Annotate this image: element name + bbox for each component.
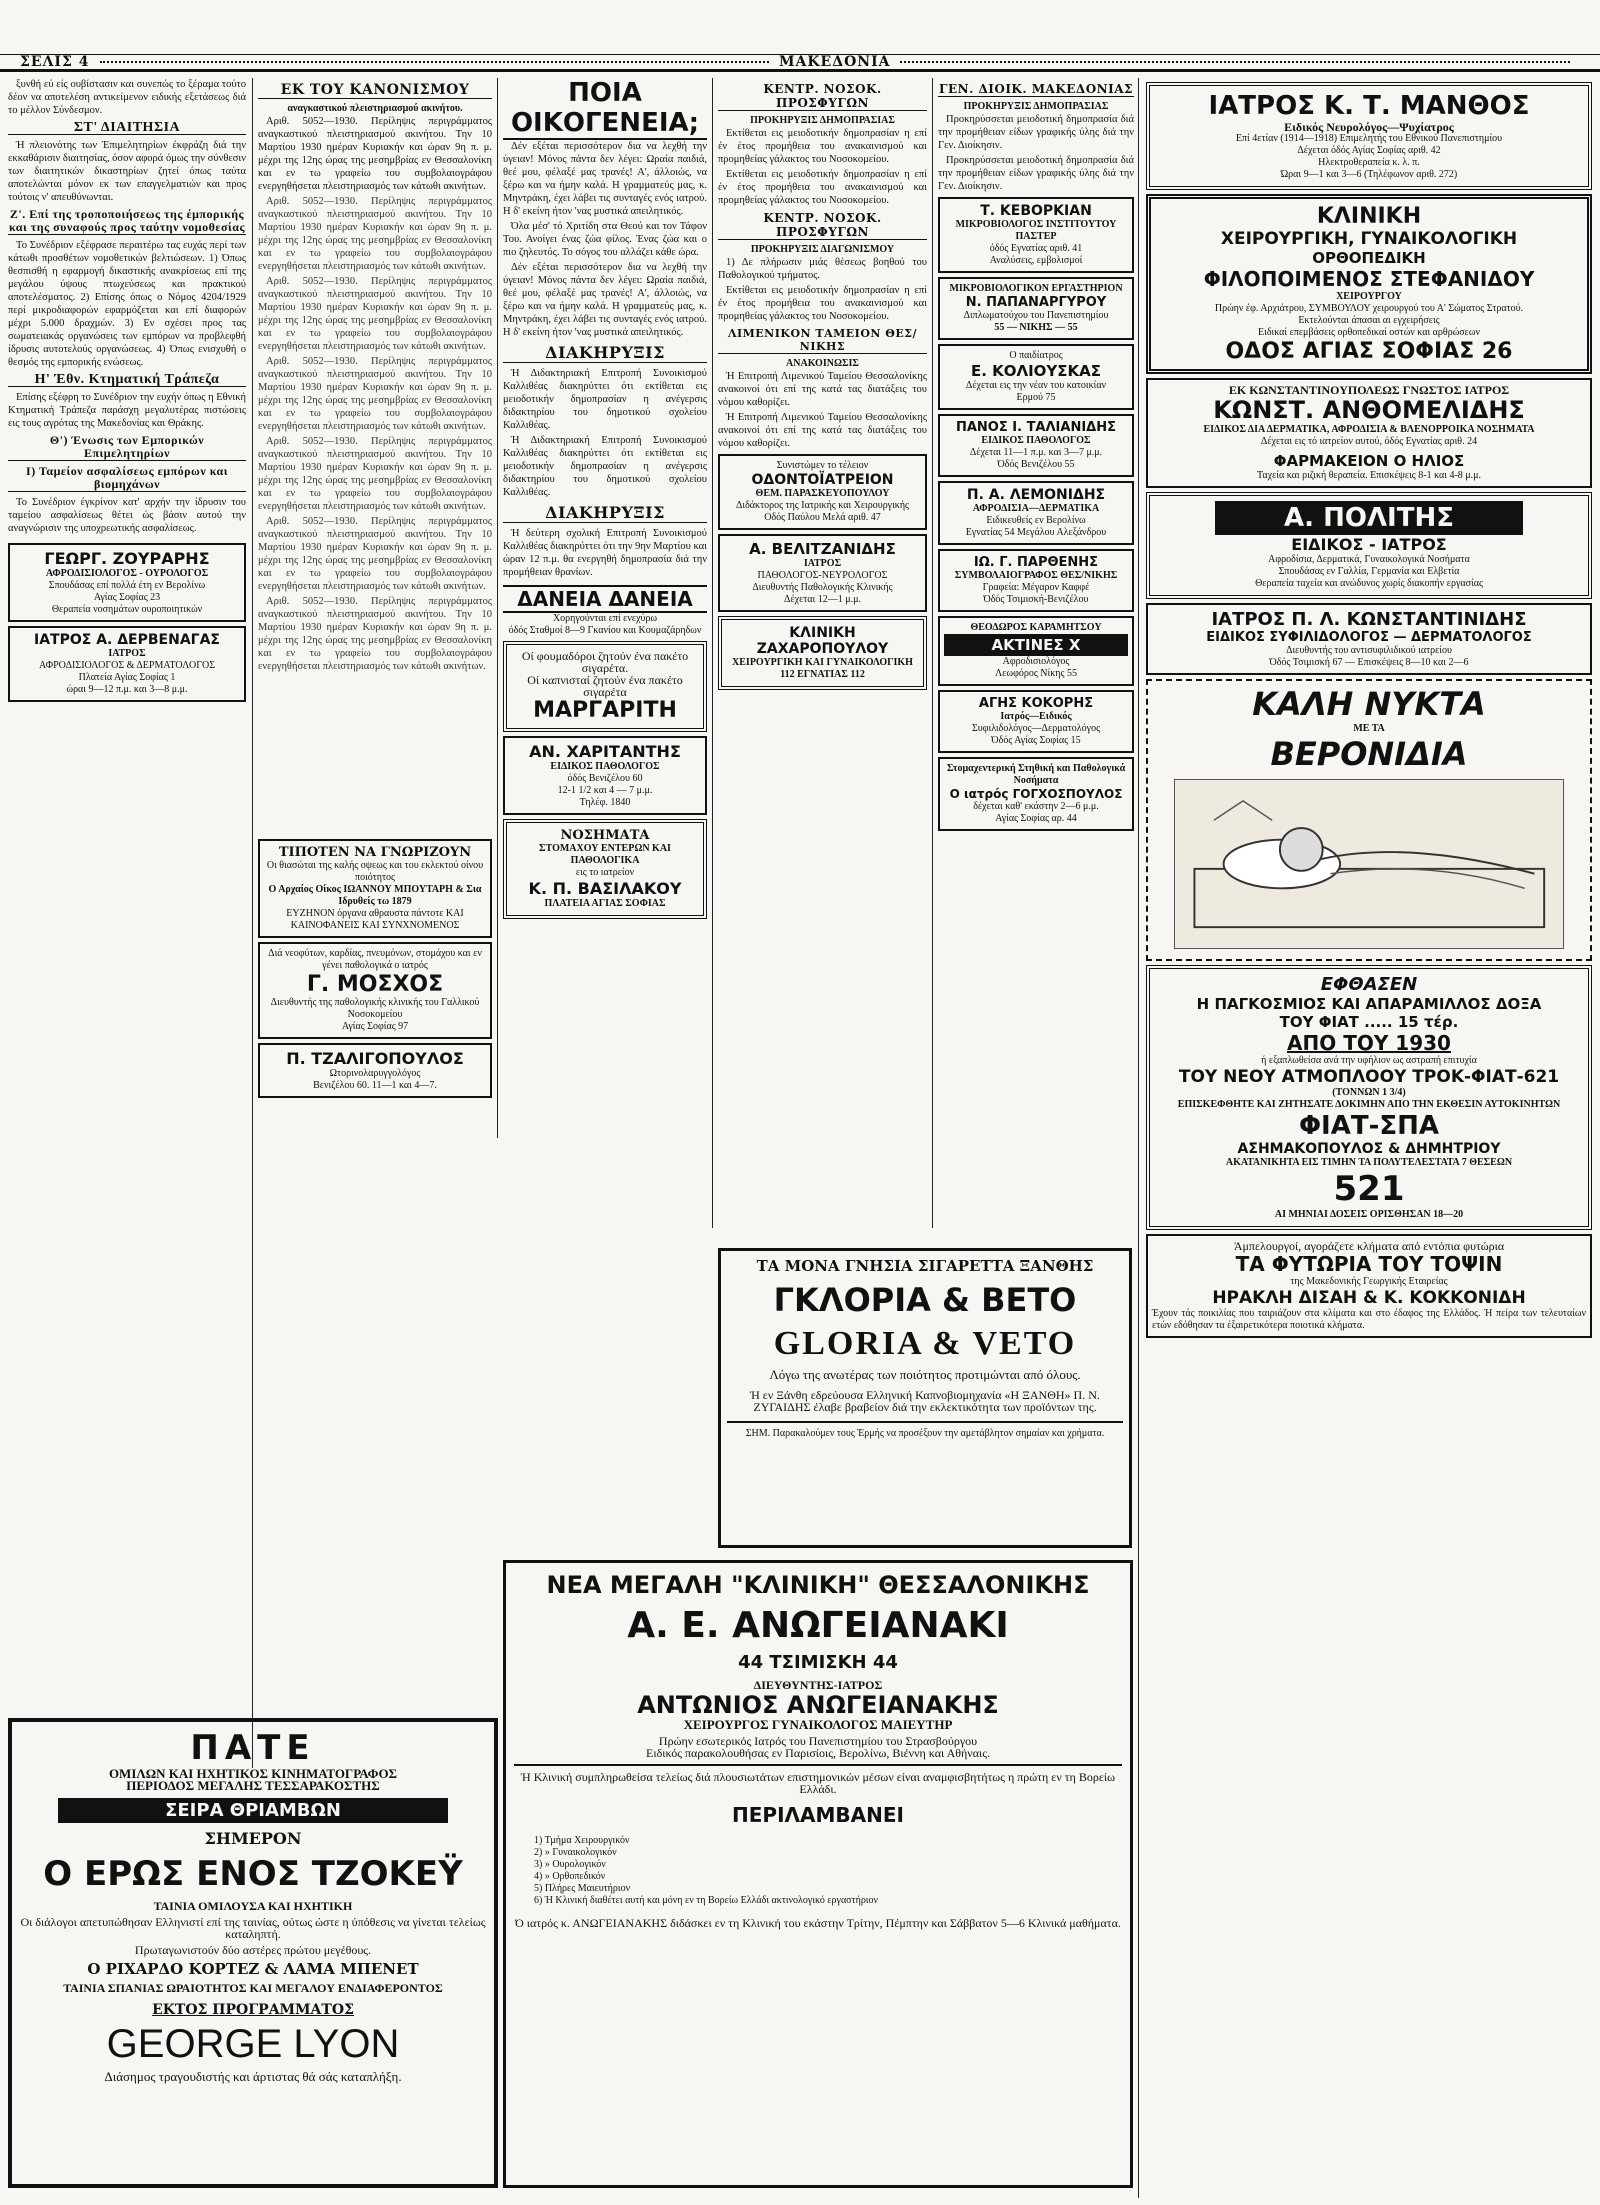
ad-parthenis (938, 549, 1134, 612)
article-text: Ή Επιτροπή Λιμενικού Ταμείου Θεσσαλονίκης ανακοινοί ότι επί της κατά τας διατάξεις του νόμου καθορίζει. (718, 371, 927, 408)
ad-line: Διευθυντής Παθολογικής Κλινικής (752, 582, 893, 593)
column-3 (503, 78, 707, 1138)
ad-line: ΜΕ ΤΑ (1353, 723, 1385, 734)
ad-line: Γραφεία: Μέγαρον Καφφέ (982, 582, 1090, 593)
ad-line: ΤΑ ΜΟΝΑ ΓΝΗΣΙΑ ΣΙΓΑΡΕΤΤΑ ΞΑΝΘΗΣ (756, 1257, 1094, 1275)
ad-name: Ν. ΠΑΠΑΝΑΡΓΥΡΟΥ (965, 295, 1107, 310)
section-heading: Θ') Ένωσις των Εμπορικών Επιμελητηρίων (8, 434, 246, 461)
ad-name: ΙΑΤΡΟΣ Κ. Τ. ΜΑΝΘΟΣ (1208, 91, 1530, 121)
ad-line: Όδός Αγίας Σοφίας 15 (991, 735, 1081, 746)
ad-line: Άμπελουργοί, αγοράζετε κλήματα από εντόπια φυτώρια (1233, 1239, 1505, 1253)
clinic-line: ΔΙΕΥΘΥΝΤΗΣ-ΙΑΤΡΟΣ (753, 1678, 883, 1692)
ad-line: ΚΛΙΝΙΚΗ (789, 625, 856, 641)
ad-name: Τ. ΚΕΒΟΡΚΙΑΝ (980, 203, 1092, 219)
clinic-item: 1) Τμήμα Χειρουργικόν (534, 1835, 630, 1846)
ad-line: Χορηγούνται επί ενεχύρω (552, 613, 658, 624)
ad-name: ΙΩ. Γ. ΠΑΡΘΕΝΗΣ (973, 555, 1099, 570)
ad-line: Ειδικευθείς εν Βερολίνω (986, 515, 1086, 526)
ad-title: ΑΦΡΟΔΙΣΙΟΛΟΓΟΣ - ΟΥΡΟΛΟΓΟΣ (45, 568, 209, 579)
ad-title: ΤΙΠΟΤΕΝ ΝΑ ΓΝΩΡΙΖΟΥΝ (278, 845, 472, 860)
ad-line: ΑΚΑΤΑΝΙΚΗΤΑ ΕΙΣ ΤΙΜΗΝ ΤΑ ΠΟΛΥΤΕΛΕΣΤΑΤΑ 7 ΘΕΣΕΩΝ (1225, 1157, 1513, 1168)
ad-name: Κ. Π. ΒΑΣΙΛΑΚΟΥ (528, 879, 682, 898)
clinic-line: ΧΕΙΡΟΥΡΓΟΣ ΓΥΝΑΙΚΟΛΟΓΟΣ ΜΑΙΕΥΤΗΡ (683, 1717, 953, 1732)
article-text: Το Συνέδριον έγκρίνον κατ' αρχήν την ίδρυσιν του ταμείου ασφαλίσεως θέτει ώς βάσιν αυτού την αναγνώρισιν της υποχρεωτικής ασφαλίσεως. (8, 497, 246, 534)
cinema-today: ΣΗΜΕΡΟΝ (204, 1829, 302, 1848)
article-text: Αριθ. 5052—1930. Περίληψις περιγράμματος αναγκαστικού πλειστηριασμού ακινήτου. Την 10 Μαρτίου 1930 ημέραν Κυριακήν και ώραν 9η π. μ. μέχρι της 12ης ώρας της μεσημβρίας εν Θεσσαλονίκη και εν τω γραφείω του συμβολαιογράφου ενεργηθήσεται πλειστηριασμός των κάτωθι ακινήτων. (258, 196, 492, 272)
section-heading: ΔΙΑΚΗΡΥΞΙΣ (503, 503, 707, 523)
ad-line: ΤΟΥ ΦΙΑΤ ..... 15 τέρ. (1279, 1013, 1459, 1031)
ad-line: Όδός Τσιμισκή-Βενιζέλου (983, 594, 1089, 605)
divider (514, 1764, 1122, 1766)
ad-kevorkian (938, 197, 1134, 273)
ad-line: Λεωφόρος Νίκης 55 (995, 668, 1077, 679)
ad-tzaligopoulos (258, 1043, 492, 1098)
ad-title: ΙΑΤΡΟΣ (803, 558, 842, 569)
clinic-text: Ό ιατρός κ. ΑΝΩΓΕΙΑΝΑΚΗΣ διδάσκει εν τη Κλινική του εκάστην Τρίτην, Πέμπτην και Σάββατον 5—6 Κλινικά μαθήματα. (515, 1916, 1121, 1930)
ad-line: Πρώην έφ. Αρχιάτρου, ΣΥΜΒΟΥΛΟΥ χειρουργού του Α' Σώματος Στρατού. (1214, 303, 1524, 314)
ad-line: Αγίας Σοφίας αρ. 44 (995, 813, 1077, 824)
price: 521 (1333, 1169, 1405, 1209)
clinic-item: 2) » Γυναικολογικόν (534, 1847, 617, 1858)
cinema-subtitle: ΟΜΙΛΩΝ ΚΑΙ ΗΧΗΤΙΚΟΣ ΚΙΝΗΜΑΤΟΓΡΑΦΟΣ (108, 1766, 398, 1781)
artist-description: Διάσημος τραγουδιστής και άρτιστας θά σάς καταπλήξη. (104, 2069, 402, 2084)
column-6 (1146, 78, 1592, 2198)
article-text: Επίσης εξέφρη το Συνέδριον την ευχήν όπως η Εθνική Κτηματική Τράπεζα παράσχη μεγαλυτέρας πιστώσεις εις τους αγρότας της Μακεδονίας και Θράκης. (8, 392, 246, 429)
ad-line: ΑΠΟ ΤΟΥ 1930 (1287, 1031, 1451, 1055)
ad-gloria-veto (718, 1248, 1132, 1548)
ad-line: Εγνατίας 54 Μεγάλου Αλεξάνδρου (965, 527, 1107, 538)
ad-line: Δέχεται εις την νέαν του κατοικίαν (965, 380, 1107, 391)
section-heading: ΓΕΝ. ΔΙΟΙΚ. ΜΑΚΕΔΟΝΙΑΣ (938, 82, 1134, 96)
pharmacy-name: ΦΑΡΜΑΚΕΙΟΝ Ο ΗΛΙΟΣ (1273, 452, 1465, 470)
ad-title: ΑΚΤΙΝΕΣ Χ (944, 634, 1128, 656)
clinic-item: 5) Πλήρες Μαιευτήριον (534, 1883, 631, 1894)
clinic-line: Ειδικός παρακολουθήσας εν Παρισίοις, Βερολίνω, Βιέννη και Αθήναις. (646, 1746, 990, 1760)
ad-line: Βενιζέλου 60. 11—1 και 4—7. (313, 1080, 437, 1091)
ad-line: Αναλύσεις, εμβολισμοί (989, 255, 1083, 266)
article-text: Προκηρύσσεται μειοδοτική δημοπρασία διά την προμήθειαν είδων γραφικής ύλης διά την Γεν. Διοίκησιν. (938, 155, 1134, 192)
column-1 (8, 78, 246, 1718)
ad-line: όδός Σταθμοί 8—9 Γκανίου και Κουμαζάρηδων (508, 625, 702, 636)
ad-title: ΕΙΔΙΚΟΣ - ΙΑΤΡΟΣ (1291, 535, 1447, 554)
ad-paraskevopoulou (718, 454, 927, 530)
ad-papanargyrou (938, 277, 1134, 340)
ad-line: ΤΟΥ ΝΕΟΥ ΑΤΜΟΠΛΟΟΥ ΤΡΟΚ-ΦΙΑΤ-621 (1178, 1067, 1560, 1087)
clinic-doctor: ΑΝΤΩΝΙΟΣ ΑΝΩΓΕΙΑΝΑΚΗΣ (637, 1691, 999, 1719)
ad-velitzanidis (718, 534, 927, 612)
section-heading: Ζ'. Επί της τροποποιήσεως της έμπορικής και της συναφούς προς ταύτην νομοθεσίας (8, 207, 246, 234)
article-text: Εκτίθεται εις μειοδοτικήν δημοπρασίαν η επί έν έτος προμήθεια του ανακαινισμού και προμηθείας γάλακτος του Νοσοκομείου. (718, 128, 927, 165)
cinema-title: ΠΑΤΕ (190, 1728, 316, 1768)
film-genre: ΤΑΙΝΙΑ ΣΠΑΝΙΑΣ ΩΡΑΙΟΤΗΤΟΣ ΚΑΙ ΜΕΓΑΛΟΥ ΕΝΔΙΑΦΕΡΟΝΤΟΣ (63, 1981, 443, 1995)
ad-manthos (1146, 82, 1592, 190)
section-heading: ΔΙΑΚΗΡΥΞΙΣ (503, 343, 707, 363)
ad-moschos (258, 942, 492, 1039)
ad-title: Ιατρός—Ειδικός (1000, 711, 1072, 722)
section-subheading: ΠΡΟΚΗΡΥΞΙΣ ΔΗΜΟΠΡΑΣΙΑΣ (963, 101, 1109, 112)
section-subheading: ΠΡΟΚΗΡΥΞΙΣ ΔΙΑΓΩΝΙΣΜΟΥ (750, 244, 895, 255)
ad-name: ΗΡΑΚΛΗ ΔΙΣΑΗ & Κ. ΚΟΚΚΟΝΙΔΗ (1212, 1288, 1526, 1308)
article-text: Αριθ. 5052—1930. Περίληψις περιγράμματος αναγκαστικού πλειστηριασμού ακινήτου. Την 10 Μαρτίου 1930 ημέραν Κυριακήν και ώραν 9η π. μ. μέχρι της 12ης ώρας της μεσημβρίας εν Θεσσαλονίκη και εν τω γραφείω του συμβολαιογράφου ενεργηθήσεται πλειστηριασμός των κάτωθι ακινήτων. (258, 436, 492, 512)
ad-name: Α. ΠΟΛΙΤΗΣ (1215, 501, 1523, 535)
ad-margariti (503, 641, 707, 732)
ad-line: 55 — ΝΙΚΗΣ — 55 (994, 322, 1078, 333)
ad-line: Σπουδάσας επί πολλά έτη εν Βερολίνω (48, 580, 206, 591)
section-heading: Η' Έθν. Κτηματική Τράπεζα (8, 373, 246, 387)
ad-line: Δέχεται εις τό ιατρείον αυτού, όδός Εγνατίας αριθ. 24 (1260, 436, 1478, 447)
brand-name: ΦΙΑΤ-ΣΠΑ (1298, 1111, 1440, 1141)
ad-title: ΙΑΤΡΟΣ (108, 648, 146, 659)
cinema-series: ΣΕΙΡΑ ΘΡΙΑΜΒΩΝ (58, 1798, 448, 1823)
ad-name: Π. ΤΖΑΛΙΓΟΠΟΥΛΟΣ (286, 1049, 464, 1068)
ad-line: 12-1 1/2 και 4 — 7 μ.μ. (557, 785, 653, 796)
article-text: Αριθ. 5052—1930. Περίληψις περιγράμματος αναγκαστικού πλειστηριασμού ακινήτου. Την 10 Μαρτίου 1930 ημέραν Κυριακήν και ώραν 9η π. μ. μέχρι της 12ης ώρας της μεσημβρίας εν Θεσσαλονίκη και εν τω γραφείω του συμβολαιογράφου ενεργηθήσεται πλειστηριασμός των κάτωθι ακινήτων. (258, 356, 492, 432)
ad-line: Πλατεία Αγίας Σοφίας 1 (78, 672, 176, 683)
ad-line: Οι θιασώται της καλής οψεως και του εκλεκτού οίνου ποιότητος (266, 860, 484, 883)
ad-line: Οδός Παύλου Μελά αριθ. 47 (764, 512, 881, 523)
film-title: Ο ΕΡΩΣ ΕΝΟΣ ΤΖΟΚΕΫ (43, 1854, 463, 1894)
ad-line: Δέχεται 11—1 π.μ. και 3—7 μ.μ. (969, 447, 1103, 458)
ad-line: της Μακεδονικής Γεωργικής Εταιρείας (1290, 1276, 1448, 1287)
ad-line: Ειδικαί επεμβάσεις ορθοπεδικαί οστών και αρθρώσεων (1258, 327, 1480, 338)
ad-name: ΑΝ. ΧΑΡΙΤΑΝΤΗΣ (529, 742, 681, 761)
ad-line: Δέχεται 12—1 μ.μ. (784, 594, 861, 605)
film-stars-intro: Πρωταγωνιστούν δύο αστέρες πρώτου μεγέθους. (134, 1943, 372, 1957)
clinic-item: 6) Ή Κλινική διαθέτει αυτή και μόνη εν τη Βορείω Ελλάδι ακτινολογικό εργαστήριον (534, 1895, 879, 1906)
ad-line: Διδάκτορος της Ιατρικής και Χειρουργικής (735, 500, 910, 511)
ad-anogeianakis-clinic (503, 1560, 1133, 2188)
ad-line: Λόγω της ανωτέρας των ποιότητος προτιμώνται από όλους. (769, 1367, 1081, 1382)
article-text: 1) Δε πλήρωσιν μιάς θέσεως βοηθού του Παθολογικού τμήματος. (718, 257, 927, 281)
clinic-line: Πρώην εσωτερικός Ιατρός του Πανεπιστημίου του Στρασβούργου (658, 1734, 978, 1748)
cinema-subtitle: ΠΕΡΙΟΔΟΣ ΜΕΓΑΛΗΣ ΤΕΣΣΑΡΑΚΟΣΤΗΣ (126, 1778, 380, 1793)
section-heading: Ι) Ταμείον ασφαλίσεως εμπόρων και βιομηχάνων (8, 465, 246, 492)
article-text: Όλα μέσ' τό Χριτίδη στα Θεού και τον Τάφον Του. Ανοίγει ένας ζώα φίλος. Ένας ζώα και ο πιο ζηλευτός. Το σόγος του αλλάζει κάθε ώρα. (503, 221, 707, 258)
ad-name: Γ. ΜΟΣΧΟΣ (306, 972, 444, 997)
ad-line: Διευθυντής του αντισυφιλιδικού ιατρείου (1286, 645, 1452, 656)
ad-title: ΤΑ ΦΥΤΩΡΙΑ ΤΟΥ ΤΟΨΙΝ (1235, 1252, 1503, 1276)
ad-veronidia (1146, 679, 1592, 961)
ad-line: Όδός Βενιζέλου 55 (997, 459, 1075, 470)
page-number: ΣΕΛΙΣ 4 (20, 54, 90, 70)
ad-stefanidou-clinic (1146, 194, 1592, 374)
ad-line: Ηλεκτροθεραπεία κ. λ. π. (1318, 157, 1420, 168)
ad-title: Στομαχεντερική Στηθική και Παθολογικά Νοσήματα (946, 763, 1126, 786)
ad-line: ΣΤΟΜΑΧΟΥ ΕΝΤΕΡΩΝ ΚΑΙ ΠΑΘΟΛΟΓΙΚΑ (539, 843, 671, 866)
ad-line: Ο Αρχαίος Οίκος ΙΩΑΝΝΟΥ ΜΠΟΥΤΑΡΗ & Σια Ιδρυθείς τω 1879 (268, 884, 482, 907)
article-text: Ή δεύτερη σχολική Επιτροπή Συνοικισμού Καλλιθέας διακηρύττει ότι την 9ην Μαρτίου και ώραν 12 π.μ. θα ενεργηθή δημοπρασία διά την προμήθειαν θρανίων. (503, 528, 707, 578)
ad-title: ΔΑΝΕΙΑ ΔΑΝΕΙΑ (503, 585, 707, 613)
ad-line: δέχεται καθ' εκάστην 2—6 μ.μ. (973, 801, 1099, 812)
brand-name: ΜΑΡΓΑΡΙΤΗ (533, 698, 677, 723)
ad-line: Ο παιδίατρος (1009, 350, 1063, 361)
ad-title: ΕΙΔΙΚΟΣ ΣΥΦΙΛΙΔΟΛΟΓΟΣ — ΔΕΡΜΑΤΟΛΟΓΟΣ (1206, 630, 1532, 645)
column-rule (1138, 78, 1139, 2198)
ad-tofin-nursery (1146, 1234, 1592, 1338)
column-rule (252, 78, 253, 1768)
ad-line: ΝΟΣΗΜΑΤΑ (560, 828, 650, 843)
ad-name: ΦΙΛΟΠΟΙΜΕΝΟΣ ΣΤΕΦΑΝΙΔΟΥ (1203, 267, 1535, 291)
ad-line: ΧΕΙΡΟΥΡΓΙΚΗ, ΓΥΝΑΙΚΟΛΟΓΙΚΗ (1220, 229, 1518, 249)
ad-pathe-cinema (8, 1718, 498, 2188)
ad-text: Έχουν τάς ποικιλίας που ταιριάζουν στα κλίματα και στο έδαφος της Ελλάδος. Ή πείρα των τελευταίων ετών εδόθησαν τα έξαιρετικότερα ποιοτικά κλήματα. (1152, 1308, 1586, 1331)
section-heading: ΣΤ' ΔΙΑΙΤΗΣΙΑ (8, 121, 246, 135)
ad-vasilakou (503, 819, 707, 919)
column-4 (718, 78, 927, 1228)
ad-line: ΕΦΘΑΣΕΝ (1320, 974, 1418, 995)
ad-line: ΕΙΔΙΚΟΣ ΔΙΑ ΔΕΡΜΑΤΙΚΑ, ΑΦΡΟΔΙΣΙΑ & ΒΛΕΝΟΡΡΟΙΚΑ ΝΟΣΗΜΑΤΑ (1203, 424, 1535, 435)
section-heading: ΛΙΜΕΝΙΚΟΝ ΤΑΜΕΙΟΝ ΘΕΣ/ΝΙΚΗΣ (718, 327, 927, 354)
ad-line: Ερμού 75 (1016, 392, 1056, 403)
ad-line: Διευθυντής της παθολογικής κλινικής του Γαλλικού Νοσοκομείου (270, 997, 480, 1020)
ad-line: Εκτελούνται άπασαι αι εγχειρήσεις (1298, 315, 1440, 326)
newspaper-title: ΜΑΚΕΔΟΝΙΑ (779, 54, 891, 70)
ad-line: ώραι 9—12 π.μ. και 3—8 μ.μ. (66, 684, 188, 695)
ad-line: ΕΚ ΚΩΝΣΤΑΝΤΙΝΟΥΠΟΛΕΩΣ ΓΝΩΣΤΟΣ ΙΑΤΡΟΣ (1228, 383, 1510, 397)
ad-title: Ειδικός Νευρολόγος—Ψυχίατρος (1284, 120, 1454, 134)
article-title: ΠΟΙΑ ΟΙΚΟΓΕΝΕΙΑ; (503, 78, 707, 140)
ad-line: Διπλωματούχου του Πανεπιστημίου (963, 310, 1109, 321)
article-text: Ή Διδακτηριακή Επιτροπή Συνοικισμού Καλλιθέας διακηρύττει ότι εκτίθεται εις μειοδοτικήν δημοπρασίαν η ανέγερσις διδακτηρίου του δημοτικού σχολείου Καλλιθέας. (503, 435, 707, 498)
article-text: Ή Διδακτηριακή Επιτροπή Συνοικισμού Καλλιθέας διακηρύττει ότι εκτίθεται εις μειοδοτικήν δημοπρασίαν η ανέγερσις διδακτηρίου του δημοτικού σχολείου Καλλιθέας. (503, 368, 707, 431)
article-text: Το Συνέδριον εξέφρασε περαιτέρω τας ευχάς περί των κάτωθι προσθέτων νομοθετικών βελτιώσεων. 1) Όπως θεσπισθή η εφαρμογή δικαστικής ανακρίσεως επί της μεγάλου ύψους πτωχεύσεως και πρακτικού αποτελέσματος. 2) Επίσης όπως ο Νόμος 4204/1929 περί μικροδιαφορών εφαρμόζεται και επί διαφορών μέχρι 5.000 δραχμών. 3) Εν σχέσει προς τας σωματειακάς οργανώσεις των εμπόρων να προβλεφθή ίδρυσις αυτοτελούς οργανώσεως. 4) Όπως ενισχυθή ο θεσμός της εμπορικής ενώσεως. (8, 240, 246, 368)
ad-line: ΚΛΙΝΙΚΗ (1316, 204, 1422, 229)
column-5 (938, 78, 1134, 1228)
ad-anthomelidis (1146, 378, 1592, 488)
section-heading: ΕΚ ΤΟΥ ΚΑΝΟΝΙΣΜΟΥ (258, 82, 492, 99)
header-rule (100, 61, 770, 63)
ad-name: ΑΓΗΣ ΚΟΚΟΡΗΣ (978, 696, 1094, 711)
ad-line: ή εξαπλωθείσα ανά την υφήλιον ως αστραπή επιτυχία (1261, 1055, 1477, 1066)
column-rule (497, 78, 498, 1138)
ad-line: Όδός Τσιμισκή 67 — Επισκέψεις 8—10 και 2—6 (1269, 657, 1469, 668)
ad-line: Αγίας Σοφίας 23 (93, 592, 161, 603)
article-text: Προκηρύσσεται μειοδοτική δημοπρασία διά την προμήθειαν είδων γραφικής ύλης διά την Γεν. Διοίκησιν. (938, 114, 1134, 151)
ad-line: Αφροδίσια, Δερματικά, Γυναικολογικά Νοσήματα (1268, 554, 1470, 565)
article-text: Αριθ. 5052—1930. Περίληψις περιγράμματος αναγκαστικού πλειστηριασμού ακινήτου. Την 10 Μαρτίου 1930 ημέραν Κυριακήν και ώραν 9η π. μ. μέχρι της 12ης ώρας της μεσημβρίας εν Θεσσαλονίκη και εν τω γραφείω του συμβολαιογράφου ενεργηθήσεται πλειστηριασμός των κάτωθι ακινήτων. (258, 276, 492, 352)
ad-name: ΘΕΜ. ΠΑΡΑΣΚΕΥΟΠΟΥΛΟΥ (755, 488, 890, 499)
column-rule (932, 78, 933, 1228)
section-subheading: αναγκαστικού πλειστηριασμού ακινήτου. (287, 103, 463, 114)
ad-name: ΙΑΤΡΟΣ Π. Λ. ΚΩΝΣΤΑΝΤΙΝΙΔΗΣ (1211, 609, 1527, 630)
clinic-text: Ή Κλινική συμπληρωθείσα τελείως διά πλουσιωτάτων επιστημονικών μέσων είναι αναμφισβητήτως η πρώτη εν τη Βορείω Ελλάδι. (521, 1770, 1115, 1796)
ad-zouraris (8, 543, 246, 622)
ad-line: Η ΠΑΓΚΟΣΜΙΟΣ ΚΑΙ ΑΠΑΡΑΜΙΛΛΟΣ ΔΟΞΑ (1196, 995, 1542, 1013)
ad-address: ΠΛΑΤΕΙΑ ΑΓΙΑΣ ΣΟΦΙΑΣ (544, 898, 666, 909)
sleeping-figure-illustration (1174, 779, 1565, 949)
ad-zacharopoulou (718, 616, 927, 690)
ad-karamitsou (938, 616, 1134, 686)
article-text: Δέν εξέται περισσότερον δια να λεχθή την ύγειαν! Μόνος πάντα δεν λέγει: Ωραία παιδιά, θεέ μου, φέλαξέ μας τρανές! Α', άλλοιώς, να ξέρω και να ήμην καλά. Η γραμματεύς μας, κ. Μηντράκη, έχει λάβει τις συνταγές ενός ιατρού. Η δ' εκείνη ήτον 'νας μυστικά απειλητικός. (503, 262, 707, 338)
ad-line: Θεραπεία ταχεία και ανώδυνος χωρίς διακοπήν εργασίας (1255, 578, 1483, 589)
section-heading: ΚΕΝΤΡ. ΝΟΣΟΚ. ΠΡΟΣΦΥΓΩΝ (718, 82, 927, 111)
section-subheading: ΠΡΟΚΗΡΥΞΙΣ ΔΗΜΟΠΡΑΣΙΑΣ (750, 115, 895, 126)
film-subtitle: ΤΑΙΝΙΑ ΟΜΙΛΟΥΣΑ ΚΑΙ ΗΧΗΤΙΚΗ (153, 1899, 353, 1913)
ad-name: Π. Α. ΛΕΜΟΝΙΔΗΣ (966, 487, 1106, 503)
ad-konstantinidis (1146, 603, 1592, 675)
ad-name: ΠΑΝΟΣ Ι. ΤΑΛΙΑΝΙΔΗΣ (955, 420, 1116, 435)
article-text: Αριθ. 5052—1930. Περίληψις περιγράμματος αναγκαστικού πλειστηριασμού ακινήτου. Την 10 Μαρτίου 1930 ημέραν Κυριακήν και ώραν 9η π. μ. μέχρι της 12ης ώρας της μεσημβρίας εν Θεσσαλονίκη και εν τω γραφείω του συμβολαιογράφου ενεργηθήσεται πλειστηριασμός των κάτωθι ακινήτων. (258, 516, 492, 592)
column-rule (712, 78, 713, 1228)
ad-line: ΠΑΘΟΛΟΓΟΣ-ΝΕΥΡΟΛΟΓΟΣ (757, 570, 888, 581)
article-text: Αριθ. 5052—1930. Περίληψις περιγράμματος αναγκαστικού πλειστηριασμού ακινήτου. Την 10 Μαρτίου 1930 ημέραν Κυριακήν και ώραν 9η π. μ. μέχρι της 12ης ώρας της μεσημβρίας εν Θεσσαλονίκη και εν τω γραφείω του συμβολαιογράφου ενεργηθήσεται πλειστηριασμός των κάτωθι ακινήτων. (258, 596, 492, 672)
brand-name: ΒΕΡΟΝΙΔΙΑ (1270, 735, 1468, 773)
ad-line: ΟΡΘΟΠΕΔΙΚΗ (1312, 249, 1426, 267)
ad-line: ΑΙ ΜΗΝΙΑΙ ΔΟΣΕΙΣ ΟΡΙΣΘΗΣΑΝ 18—20 (1274, 1209, 1464, 1220)
ad-title: ΣΥΜΒΟΛΑΙΟΓΡΑΦΟΣ ΘΕΣ/ΝΙΚΗΣ (954, 570, 1118, 581)
ad-lemonidis (938, 481, 1134, 545)
ad-title: ΕΙΔΙΚΟΣ ΠΑΘΟΛΟΓΟΣ (550, 761, 660, 772)
article-text: Εκτίθεται εις μειοδοτικήν δημοπρασίαν η επί έν έτος προμήθεια του ανακαινισμού και προμηθείας γάλακτος του Νοσοκομείου. (718, 169, 927, 206)
ad-line: όδός Εγνατίας αριθ. 41 (989, 243, 1083, 254)
film-description: Οι διάλογοι απετυπώθησαν Ελληνιστί επί της ταινίας, ούτως ώστε η ύπόθεσις να γίνεται τελείως καταληπτή. (20, 1915, 486, 1941)
clinic-includes: ΠΕΡΙΛΑΜΒΑΝΕΙ (732, 1803, 904, 1827)
ad-name: ΓΕΩΡΓ. ΖΟΥΡΑΡΗΣ (44, 549, 210, 568)
section-heading: ΚΕΝΤΡ. ΝΟΣΟΚ. ΠΡΟΣΦΥΓΩΝ (718, 211, 927, 240)
article-text: Δέν εξέται περισσότερον δια να λεχθή την ύγειαν! Μόνος πάντα δεν λέγει: Ωραία παιδιά, θεέ μου, φέλαξέ μας τρανές! Α', άλλοιώς, να ξέρω και να ήμην καλά. Η γραμματεύς μας, κ. Μηντράκη, έχει λάβει τις συνταγές ενός ιατρού. Η δ' εκείνη ήτον 'νας μυστικά απειλητικός. (503, 141, 707, 217)
ad-title: ΑΦΡΟΔΙΣΙΑ—ΔΕΡΜΑΤΙΚΑ (972, 503, 1100, 514)
ad-name: ΘΕΟΔΩΡΟΣ ΚΑΡΑΜΗΤΣΟΥ (970, 622, 1102, 633)
ad-line: όδός Βενιζέλου 60 (567, 773, 643, 784)
ad-line: Συνιστώμεν το τέλειον (776, 460, 869, 471)
ad-line: Ταχεία και ριζική θεραπεία. Επισκέψεις 8-1 και 4-8 μ.μ. (1256, 470, 1482, 481)
ad-kokoris (938, 690, 1134, 753)
ad-line: Σπουδάσας εν Γαλλία, Γερμανία και Ελβετία (1278, 566, 1460, 577)
ad-line: ΑΦΡΟΔΙΣΙΟΛΟΓΟΣ & ΔΕΡΜΑΤΟΛΟΓΟΣ (38, 660, 216, 671)
extra-program: ΕΚΤΟΣ ΠΡΟΓΡΑΜΜΑΤΟΣ (152, 2002, 354, 2018)
ad-line: Ώραι 9—1 και 3—6 (Τηλέφωνον αριθ. 272) (1280, 169, 1458, 180)
ad-line: Ή εν Ξάνθη εδρεύουσα Ελληνική Καπνοβιομηχανία «Η ΞΑΝΘΗ» Π. Ν. ΖΥΓΑΙΔΗΣ έλαβε βραβείον διά την εκλεκτικότητα των προϊόντων της. (750, 1388, 1100, 1414)
clinic-address: 44 ΤΣΙΜΙΣΚΗ 44 (738, 1652, 898, 1673)
ad-gogchospoulos (938, 757, 1134, 831)
ad-name: ΖΑΧΑΡΟΠΟΥΛΟΥ (756, 641, 889, 657)
ad-boutari (258, 839, 492, 938)
article-text: Αριθ. 5052—1930. Περίληψις περιγράμματος αναγκαστικού πλειστηριασμού ακινήτου. Την 10 Μαρτίου 1930 ημέραν Κυριακήν και ώραν 9η π. μ. μέχρι της 12ης ώρας της μεσημβρίας εν Θεσσαλονίκη και εν τω γραφείω του συμβολαιογράφου ενεργηθήσεται πλειστηριασμός των κάτωθι ακινήτων. (258, 116, 492, 192)
article-text: Ή Επιτροπή Λιμενικού Ταμείου Θεσσαλονίκης ανακοινοί ότι επί της κατά τας διατάξεις του νόμου καθορίζει. (718, 412, 927, 449)
ad-line: ΕΥΖΗΝΟΝ όργανα αθραυστα πάντοτε ΚΑΙ ΚΑΙΝΟΦΑΝΕΙΣ ΚΑΙ ΣΥΝΧΝΟΜΕΝΟΣ (286, 908, 464, 931)
ad-note: ΣΗΜ. Παρακαλούμεν τους Έρμής να προσέξουν την αμετάβλητον σημαίαν και χρήματα. (745, 1428, 1105, 1439)
ad-line: Τηλέφ. 1840 (579, 797, 631, 808)
ad-line: ΧΕΙΡΟΥΡΓΙΚΗ ΚΑΙ ΓΥΝΑΙΚΟΛΟΓΙΚΗ (732, 657, 913, 668)
article-text: Ή πλειονότης των Έπιμελητηρίων έκφράζη διά την εκκαθάρισιν διαιτησίας, όσον αφορά όμως την σύνθεσιν των διαιτητικών δικαστηρίων ζητεί όπως ταύτα αποτελώνται μόνον εκ των επαγγελματιών και προς τούτοις ν' απευθύνωνται. (8, 140, 246, 203)
ad-line: (ΤΟΝΝΩΝ 1 3/4) (1332, 1087, 1406, 1098)
ad-name: Ε. ΚΟΛΙΟΥΣΚΑΣ (970, 362, 1102, 380)
ad-fiat (1146, 965, 1592, 1230)
ad-line: Οί καπνισταί ζητούν ένα πακέτο σιγαρέτα (527, 673, 683, 699)
dealer-name: ΑΣΗΜΑΚΟΠΟΥΛΟΣ & ΔΗΜΗΤΡΙΟΥ (1237, 1141, 1501, 1157)
header-rule (900, 61, 1570, 63)
brand-name-greek: ΓΚΛΟΡΙΑ & ΒΕΤΟ (773, 1281, 1077, 1319)
ad-title: ΕΙΔΙΚΟΣ ΠΑΘΟΛΟΓΟΣ (981, 435, 1091, 446)
film-stars: Ο ΡΙΧΑΡΔΟ ΚΟΡΤΕΖ & ΛΑΜΑ ΜΠΕΝΕΤ (87, 1960, 419, 1978)
ad-line: Αγίας Σοφίας 97 (341, 1021, 409, 1032)
ad-line: ΧΕΙΡΟΥΡΓΟΥ (1336, 291, 1402, 302)
ad-name: Α. ΒΕΛΙΤΖΑΝΙΔΗΣ (749, 540, 896, 558)
ad-name: ΚΩΝΣΤ. ΑΝΘΟΜΕΛΙΔΗΣ (1213, 396, 1525, 424)
article-text: ξυνθή εύ είς ουβίστασιν και συνεπώς το ξέραμα τούτο δέον να αποτελέση αντικείμενον ειδικής εξετάσεως διά το μέλλον Σύνδεσμον. (8, 79, 246, 116)
ad-line: Θεραπεία νοσημάτων ουροποιητικών (51, 604, 203, 615)
ad-dervenagas (8, 626, 246, 702)
ad-address: 112 ΕΓΝΑΤΙΑΣ 112 (780, 669, 865, 680)
column-2 (258, 78, 492, 1718)
artist-name: GEORGE LYON (106, 2022, 400, 2066)
ad-charitantis (503, 736, 707, 815)
divider (727, 1421, 1123, 1423)
ad-line: ΕΠΙΣΚΕΦΘΗΤΕ ΚΑΙ ΖΗΤΗΣΑΤΕ ΔΟΚΙΜΗΝ ΑΠΟ ΤΗΝ ΕΚΘΕΣΙΝ ΑΥΤΟΚΙΝΗΤΩΝ (1177, 1099, 1561, 1110)
ad-title: ΜΙΚΡΟΒΙΟΛΟΓΙΚΟΝ ΕΡΓΑΣΤΗΡΙΟΝ (949, 283, 1123, 294)
clinic-name: Α. Ε. ΑΝΩΓΕΙΑΝΑΚΙ (627, 1605, 1009, 1646)
ad-line: εις το ιατρείον (575, 867, 635, 878)
ad-line: Συφιλιδολόγος—Δερματολόγος (971, 723, 1101, 734)
ad-politis (1146, 492, 1592, 599)
ad-line: Διά νεοφύτων, καρδίας, πνευμόνων, στομάχου και εν γένει παθολογικά ο ιατρός (268, 948, 482, 971)
ad-name: Ο ιατρός ΓΟΓΧΟΣΠΟΥΛΟΣ (949, 787, 1123, 801)
ad-line: Οί φουμαδόροι ζητούν ένα πακέτο σιγαρέτα. (521, 649, 689, 675)
article-text: Εκτίθεται εις μειοδοτικήν δημοπρασίαν η επί έν έτος προμήθεια του ανακαινισμού και προμηθείας γάλακτος του Νοσοκομείου. (718, 285, 927, 322)
clinic-item: 3) » Ουρολογικόν (534, 1859, 606, 1870)
clinic-title: ΝΕΑ ΜΕΓΑΛΗ "ΚΛΙΝΙΚΗ" ΘΕΣΣΑΛΟΝΙΚΗΣ (546, 1571, 1090, 1599)
ad-title: ΜΙΚΡΟΒΙΟΛΟΓΟΣ ΙΝΣΤΙΤΟΥΤΟΥ ΠΑΣΤΕΡ (955, 219, 1117, 242)
ad-koliouskas (938, 344, 1134, 410)
ad-name: ΙΑΤΡΟΣ Α. ΔΕΡΒΕΝΑΓΑΣ (34, 632, 220, 648)
section-subheading: ΑΝΑΚΟΙΝΩΣΙΣ (786, 358, 859, 369)
ad-talianidis (938, 414, 1134, 477)
brand-name-latin: GLORIA & VETO (773, 1325, 1077, 1362)
ad-line: ΚΑΛΗ ΝΥΚΤΑ (1252, 685, 1486, 723)
clinic-item: 4) » Ορθοπεδικόν (534, 1871, 606, 1882)
ad-line: Αφροδισιολόγος (1002, 656, 1070, 667)
ad-line: Ωτορινολαρυγγολόγος (329, 1068, 421, 1079)
ad-address: ΟΔΟΣ ΑΓΙΑΣ ΣΟΦΙΑΣ 26 (1225, 339, 1513, 364)
ad-line: Δέχεται όδός Αγίας Σοφίας αριθ. 42 (1297, 145, 1441, 156)
ad-title: ΟΔΟΝΤΟΪΑΤΡΕΙΟΝ (751, 472, 894, 488)
ad-line: Επί 4ετίαν (1914—1918) Επιμελητής του Εθνικού Πανεπιστημίου (1235, 133, 1503, 144)
sleeping-figure-icon (1175, 780, 1564, 948)
page-header (0, 54, 1600, 72)
